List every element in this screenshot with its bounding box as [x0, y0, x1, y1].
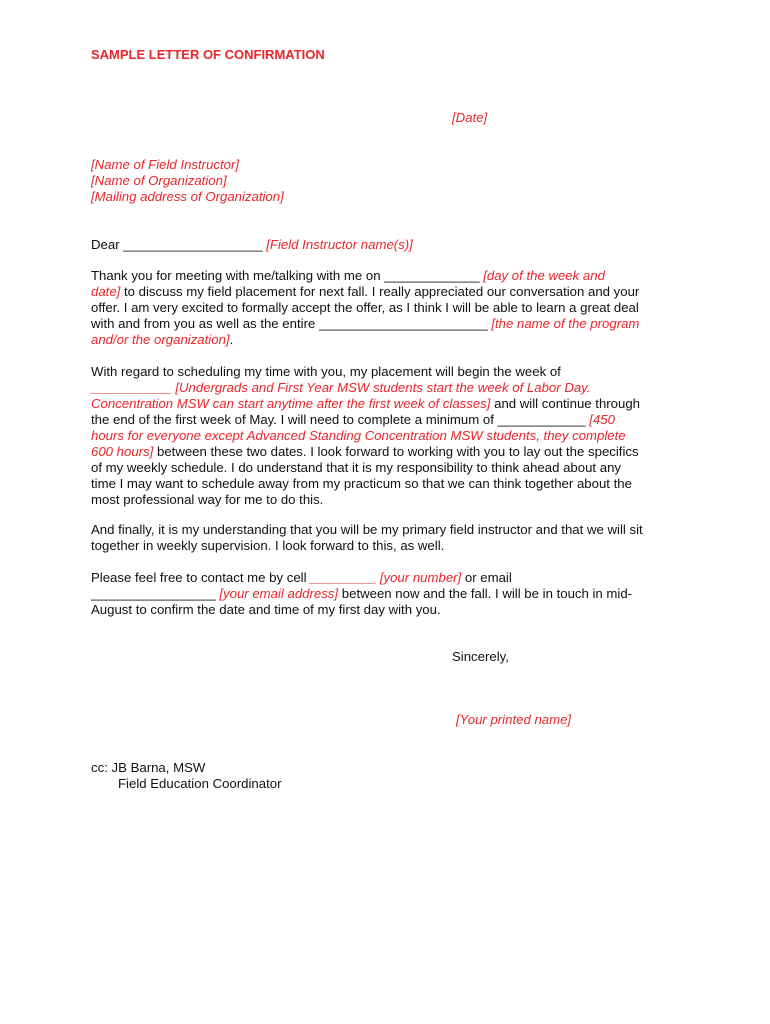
p2-text: With regard to scheduling my time with you, my placement will begin the week of — [91, 364, 561, 379]
p2-text: between these two dates. I look forward to working with you to lay out the specifics — [153, 444, 639, 459]
p4-text: between now and the fall. I will be in touch in mid- — [338, 586, 633, 601]
paragraph-scheduling — [91, 364, 683, 508]
p4-text: or email — [461, 570, 512, 585]
paragraph-contact — [91, 570, 683, 618]
p4-text: _________________ — [91, 586, 220, 601]
date-placeholder: [Date] — [452, 110, 488, 125]
salutation-name-placeholder: [Field Instructor name(s)] — [266, 237, 413, 252]
p1-placeholder: and/or the organization] — [91, 332, 230, 347]
printed-name-placeholder: [Your printed name] — [456, 712, 572, 727]
p2-text: most professional way for me to do this. — [91, 492, 324, 507]
address-line-organization: [Name of Organization] — [91, 173, 227, 189]
p4-text: Please feel free to contact me by cell — [91, 570, 311, 585]
p1-text: with and from you as well as the entire _______________________ — [91, 316, 492, 331]
paragraph-supervision — [91, 522, 683, 554]
p2-placeholder: ___________ [Undergrads and First Year MSW students start the week of Labor Day. — [91, 380, 591, 395]
p1-text: to discuss my field placement for next fall. I really appreciated our conversation and your — [120, 284, 640, 299]
p1-text: offer. I am very excited to formally accept the offer, as I think I will be able to learn a great deal — [91, 300, 639, 315]
salutation — [91, 237, 683, 253]
p2-placeholder: Concentration MSW can start anytime after the first week of classes] — [91, 396, 491, 411]
email-placeholder: [your email address] — [219, 586, 339, 601]
p3-text: And finally, it is my understanding that you will be my primary field instructor and that we will sit — [91, 522, 643, 537]
p2-text: time I may want to schedule away from my practicum so that we can think together about the — [91, 476, 632, 491]
cc-block — [91, 760, 281, 792]
salutation-prefix: Dear ___________________ — [91, 237, 267, 252]
letter-title: SAMPLE LETTER OF CONFIRMATION — [91, 47, 325, 62]
p4-text: August to confirm the date and time of my first day with you. — [91, 602, 441, 617]
p1-text: Thank you for meeting with me/talking with me on _____________ — [91, 268, 484, 283]
p2-text: of my weekly schedule. I do understand that it is my responsibility to think ahead about any — [91, 460, 621, 475]
p1-placeholder: date] — [91, 284, 121, 299]
p2-text: the end of the first week of May. I will need to complete a minimum of ____________ — [91, 412, 590, 427]
p2-placeholder: [450 — [589, 412, 615, 427]
p1-text: . — [229, 332, 234, 347]
paragraph-thank-you — [91, 268, 683, 348]
p2-placeholder: 600 hours] — [91, 444, 154, 459]
p3-text: together in weekly supervision. I look forward to this, as well. — [91, 538, 445, 553]
phone-placeholder: _________ [your number] — [310, 570, 462, 585]
p2-placeholder: hours for everyone except Advanced Standing Concentration MSW students, they complete — [91, 428, 626, 443]
cc-line-title: Field Education Coordinator — [118, 776, 282, 791]
p1-placeholder: [the name of the program — [491, 316, 640, 331]
closing: Sincerely, — [452, 649, 509, 664]
recipient-address — [91, 157, 284, 206]
p1-placeholder: [day of the week and — [483, 268, 605, 283]
address-line-instructor: [Name of Field Instructor] — [91, 157, 240, 172]
cc-line-name: cc: JB Barna, MSW — [91, 760, 206, 775]
address-line-mailing: [Mailing address of Organization] — [91, 189, 284, 205]
p2-text: and will continue through — [490, 396, 641, 411]
